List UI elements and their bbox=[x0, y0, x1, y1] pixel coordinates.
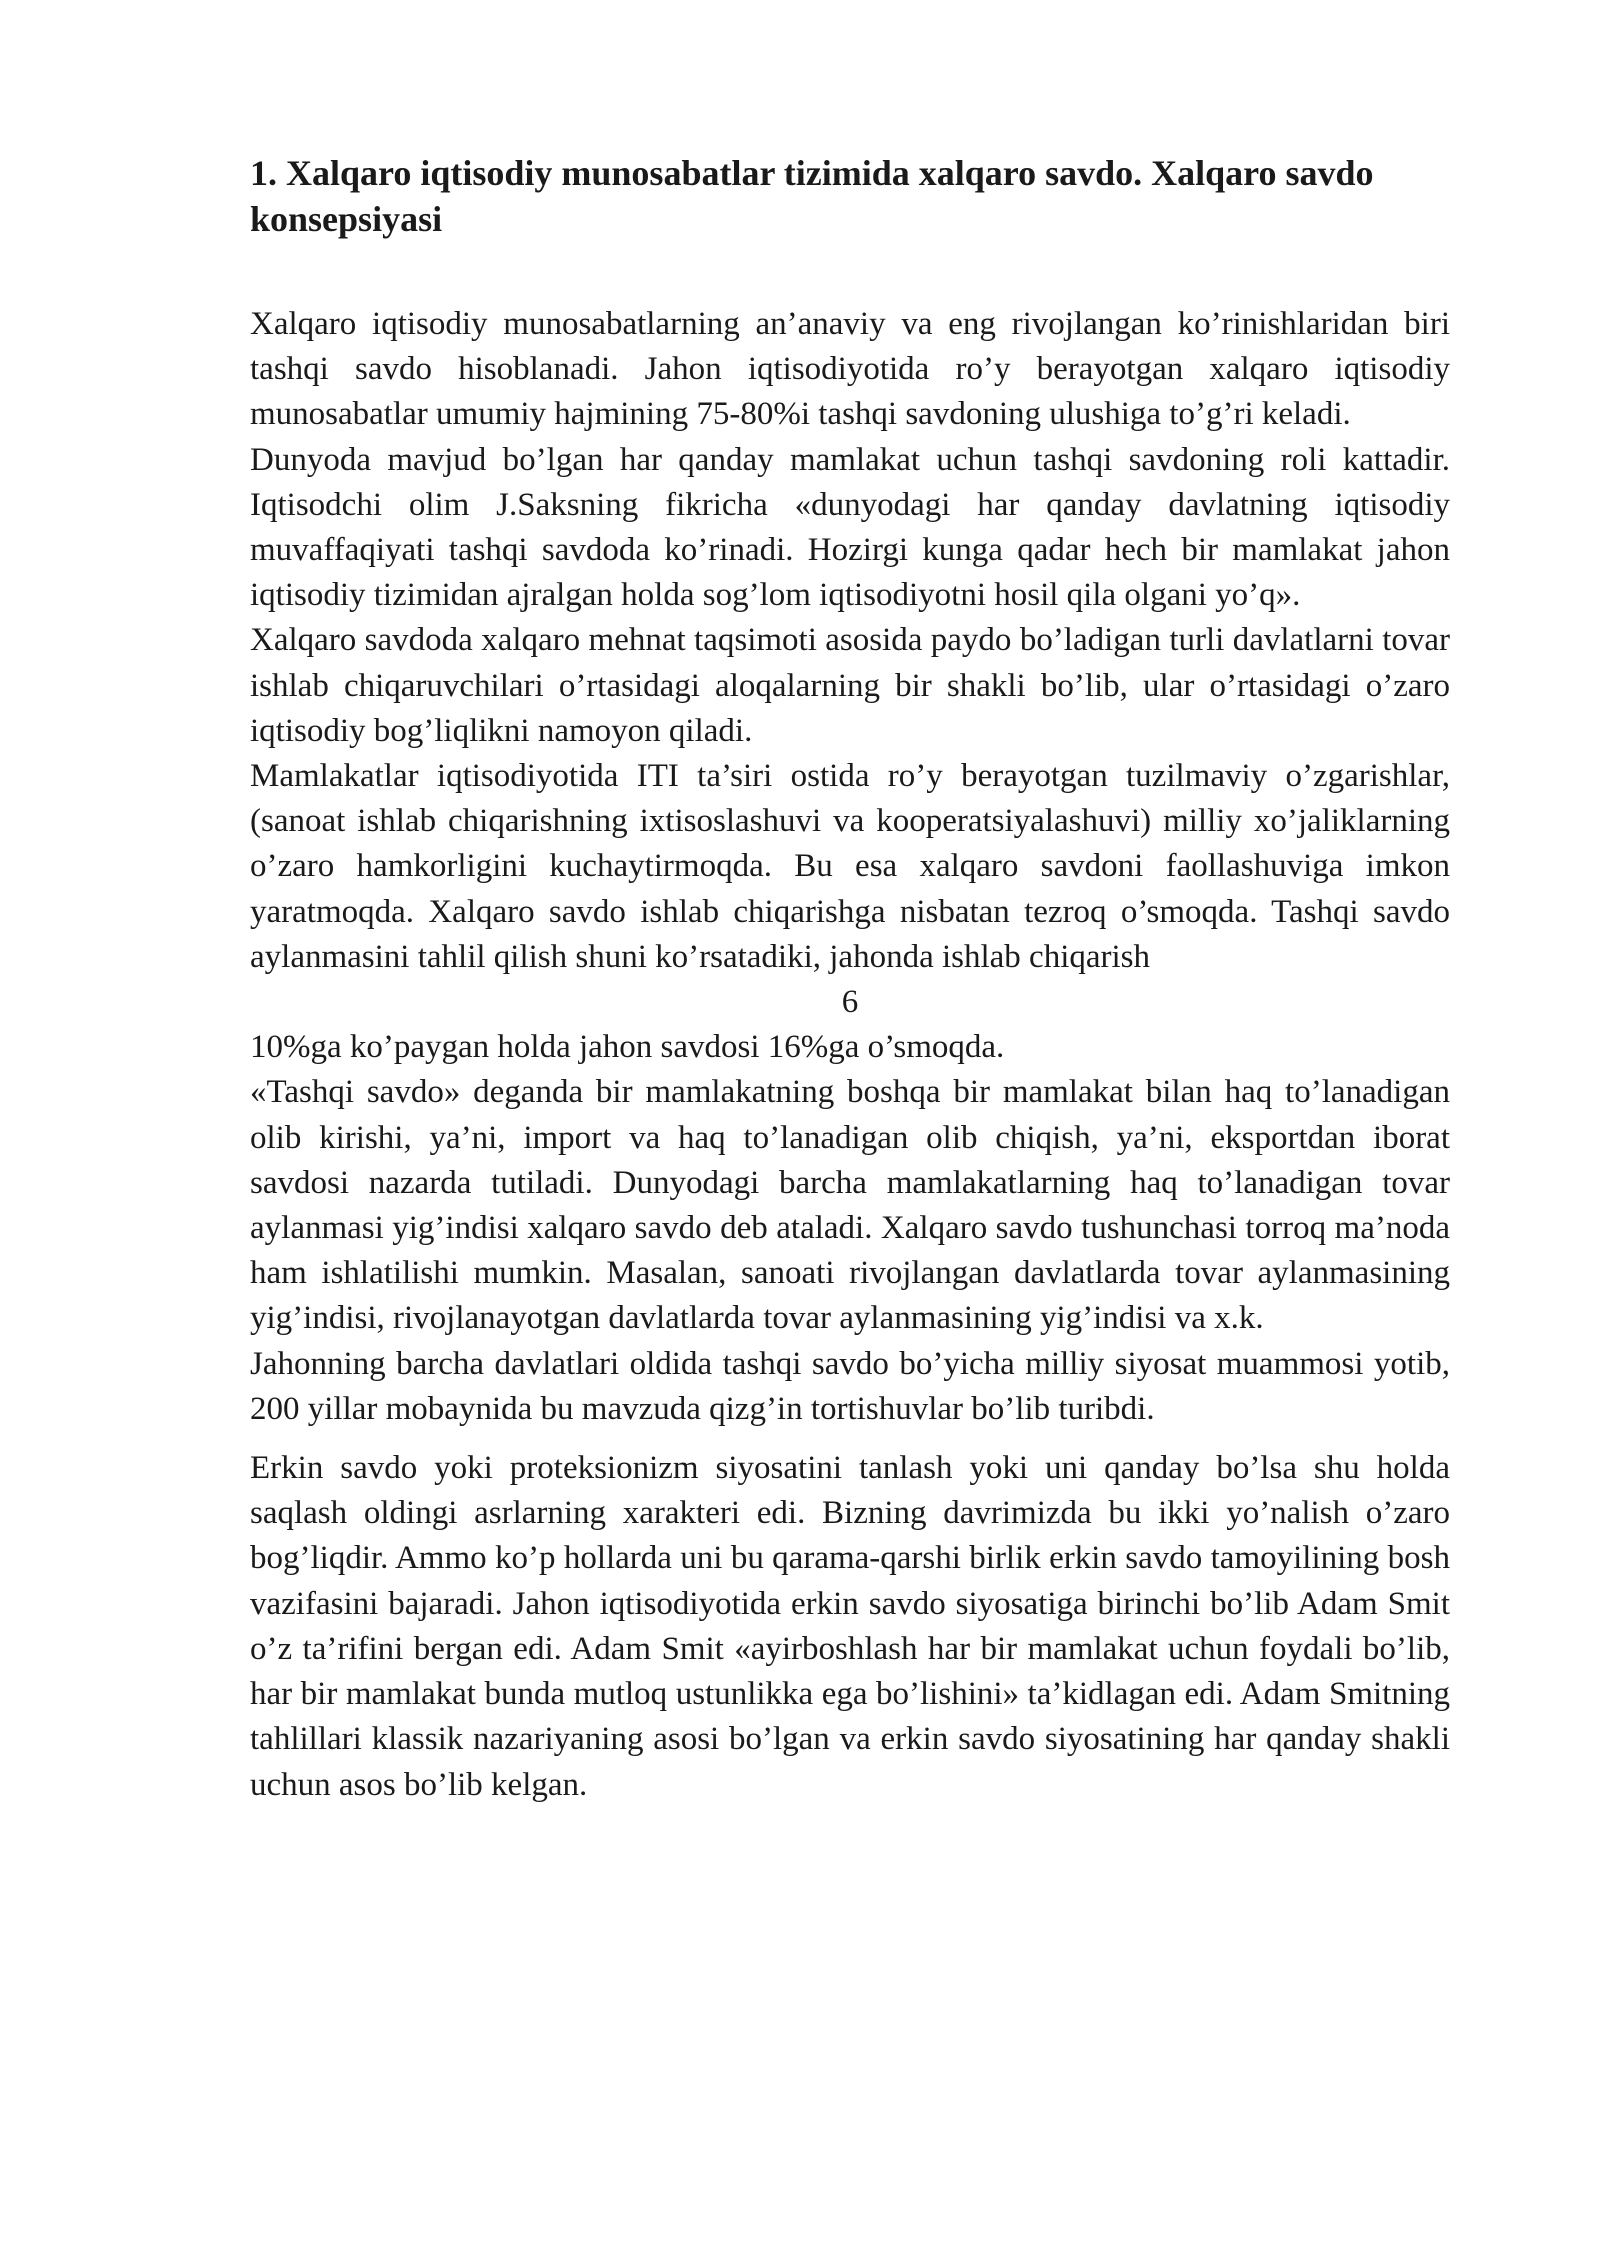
paragraph: 10%ga ko’paygan holda jahon savdosi 16%ga o’smoqda. bbox=[250, 1029, 1005, 1066]
paragraph: Xalqaro iqtisodiy munosabatlarning an’anaviy va eng rivojlangan ko’rinishlaridan biri tashqi savdo hisoblanadi. Jahon iqtisodiyotida ro’y berayotgan xalqaro iqtisodiy munosabatlar umumiy hajmining 75-80%i tashqi savdoning ulushiga to’g’ri keladi. bbox=[250, 306, 1450, 433]
paragraph: Dunyoda mavjud bo’lgan har qanday mamlakat uchun tashqi savdoning roli kattadir. Iqtisodchi olim J.Saksning fikricha «dunyodagi har qanday davlatning iqtisodiy muvaffaqiyati tashqi savdoda ko’rinadi. Hozirgi kunga qadar hech bir mamlakat jahon iqtisodiy tizimidan ajralgan holda sog’lom iqtisodiyotni hosil qila olgani yo’q». bbox=[250, 441, 1450, 614]
paragraph: Mamlakatlar iqtisodiyotida ITI ta’siri ostida ro’y berayotgan tuzilmaviy o’zgarishlar, (sanoat ishlab chiqarishning ixtisoslashuvi va kooperatsiyalashuvi) milliy xo’jaliklarning o’zaro hamkorligini kuchaytirmoqda. Bu esa xalqaro savdoni faollashuviga imkon yaratmoqda. Xalqaro savdo ishlab chiqarishga nisbatan tezroq o’smoqda. Tashqi savdo aylanmasini tahlil qilish shuni ko’rsatadiki, jahonda ishlab chiqarish bbox=[250, 758, 1450, 975]
document-page bbox=[250, 150, 1450, 1808]
paragraph: «Tashqi savdo» deganda bir mamlakatning boshqa bir mamlakat bilan haq to’lanadigan olib kirishi, ya’ni, import va haq to’lanadigan olib chiqish, ya’ni, eksportdan iborat savdosi nazarda tutiladi. Dunyodagi barcha mamlakatlarning haq to’lanadigan tovar aylanmasi yig’indisi xalqaro savdo deb ataladi. Xalqaro savdo tushunchasi torroq ma’noda ham ishlatilishi mumkin. Masalan, sanoati rivojlangan davlatlarda tovar aylanmasining yig’indisi, rivojlanayotgan davlatlarda tovar aylanmasining yig’indisi va x.k. bbox=[250, 1074, 1450, 1337]
paragraph: Jahonning barcha davlatlari oldida tashqi savdo bo’yicha milliy siyosat muammosi yotib, 200 yillar mobaynida bu mavzuda qizg’in tortishuvlar bo’lib turibdi. bbox=[250, 1345, 1450, 1427]
paragraph: Erkin savdo yoki proteksionizm siyosatini tanlash yoki uni qanday bo’lsa shu holda saqlash oldingi asrlarning xarakteri edi. Bizning davrimizda bu ikki yo’nalish o’zaro bog’liqdir. Ammo ko’p hollarda uni bu qarama-qarshi birlik erkin savdo tamoyilining bosh vazifasini bajaradi. Jahon iqtisodiyotida erkin savdo siyosatiga birinchi bo’lib Adam Smit o’z ta’rifini bergan edi. Adam Smit «ayirboshlash har bir mamlakat uchun foydali bo’lib, har bir mamlakat bunda mutloq ustunlikka ega bo’lishini» ta’kidlagan edi. Adam Smitning tahlillari klassik nazariyaning asosi bo’lgan va erkin savdo siyosatining har qanday shakli uchun asos bo’lib kelgan. bbox=[250, 1450, 1450, 1803]
section-heading: 1. Xalqaro iqtisodiy munosabatlar tizimida xalqaro savdo. Xalqaro savdo konsepsiyasi bbox=[250, 153, 1374, 239]
paragraph: Xalqaro savdoda xalqaro mehnat taqsimoti asosida paydo bo’ladigan turli davlatlarni tovar ishlab chiqaruvchilari o’rtasidagi aloqalarning bir shakli bo’lib, ular o’rtasidagi o’zaro iqtisodiy bog’liqlikni namoyon qiladi. bbox=[250, 622, 1450, 749]
page-number: 6 bbox=[841, 984, 859, 1021]
